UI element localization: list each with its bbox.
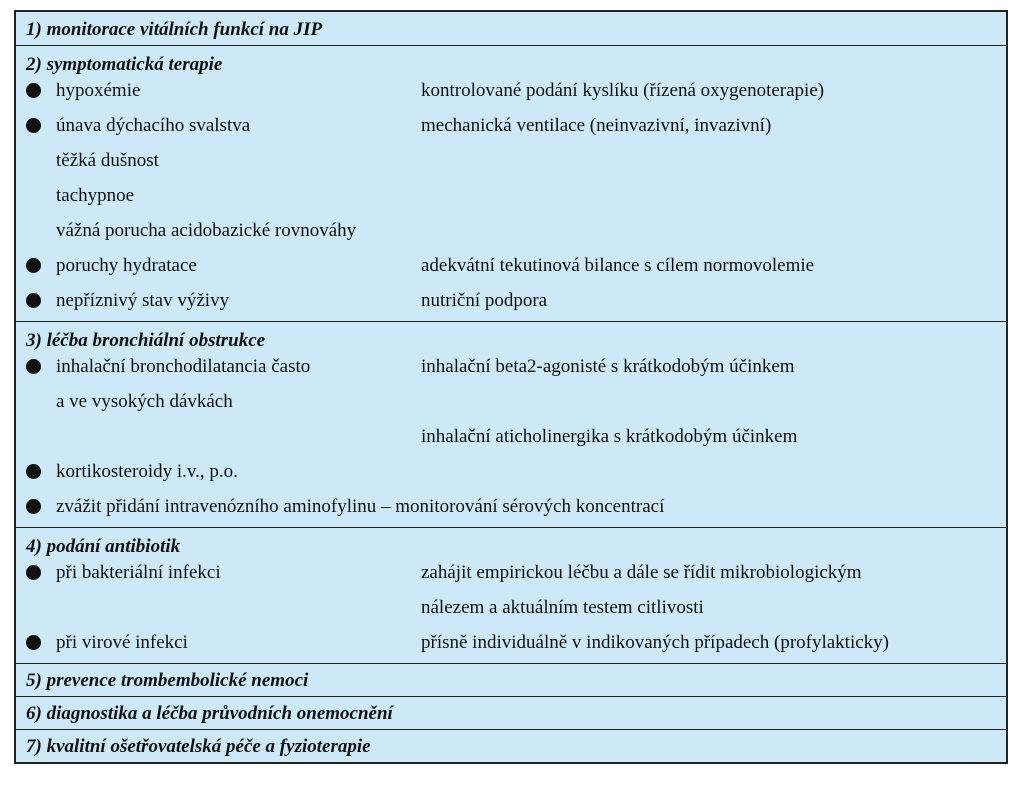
section-comorbidities <box>16 696 1006 729</box>
section-heading: 2) symptomatická terapie <box>26 54 223 75</box>
table-row <box>16 419 1006 454</box>
bullet-icon <box>26 83 41 98</box>
row-right-text: nutriční podpora <box>421 290 548 311</box>
row-left-text: únava dýchacího svalstva <box>56 115 251 136</box>
row-left-text: nepříznivý stav výživy <box>56 290 230 311</box>
table-row <box>16 143 1006 178</box>
table-row <box>16 489 1006 524</box>
treatment-table <box>14 10 1008 764</box>
section-heading: 6) diagnostika a léčba průvodních onemocnění <box>26 703 393 724</box>
table-row <box>16 108 1006 143</box>
row-left-text: inhalační bronchodilatancia často <box>56 356 311 377</box>
bullet-icon <box>26 293 41 308</box>
row-full-text: zvážit přidání intravenózního aminofylinu – monitorování sérových koncentrací <box>56 496 665 517</box>
section-monitoring <box>16 12 1006 45</box>
row-left-text: těžká dušnost <box>56 150 159 171</box>
section-heading: 7) kvalitní ošetřovatelská péče a fyzioterapie <box>26 736 371 757</box>
row-left-text: vážná porucha acidobazické rovnováhy <box>56 220 357 241</box>
row-left-text: a ve vysokých dávkách <box>56 391 233 412</box>
row-right-text: inhalační beta2-agonisté s krátkodobým účinkem <box>421 356 795 377</box>
row-right-text: inhalační aticholinergika s krátkodobým účinkem <box>421 426 798 447</box>
section-nursing-care <box>16 729 1006 762</box>
row-right-text: adekvátní tekutinová bilance s cílem normovolemie <box>421 255 815 276</box>
bullet-icon <box>26 464 41 479</box>
row-right-text: mechanická ventilace (neinvazivní, invazivní) <box>421 115 772 136</box>
table-row <box>16 555 1006 590</box>
bullet-icon <box>26 635 41 650</box>
table-row <box>16 73 1006 108</box>
row-left-text: při virové infekci <box>56 632 188 653</box>
bullet-icon <box>26 258 41 273</box>
table-row <box>16 625 1006 660</box>
row-left-text: při bakteriální infekci <box>56 562 221 583</box>
section-bronchial-obstruction <box>16 321 1006 527</box>
table-row <box>16 590 1006 625</box>
table-row <box>16 213 1006 248</box>
section-heading: 1) monitorace vitálních funkcí na JIP <box>26 19 323 40</box>
row-right-text: kontrolované podání kyslíku (řízená oxygenoterapie) <box>421 80 825 101</box>
table-row <box>16 248 1006 283</box>
row-left-text: poruchy hydratace <box>56 255 197 276</box>
bullet-icon <box>26 499 41 514</box>
table-row <box>16 349 1006 384</box>
row-right-text: přísně individuálně v indikovaných případech (profylakticky) <box>421 632 890 653</box>
table-row <box>16 283 1006 318</box>
section-thromboembolism-prevention <box>16 663 1006 696</box>
table-row <box>16 178 1006 213</box>
row-right-text: zahájit empirickou léčbu a dále se řídit mikrobiologickým <box>421 562 862 583</box>
bullet-icon <box>26 118 41 133</box>
bullet-icon <box>26 565 41 580</box>
section-heading: 3) léčba bronchiální obstrukce <box>26 330 266 351</box>
table-row <box>16 384 1006 419</box>
table-row <box>16 454 1006 489</box>
row-left-text: hypoxémie <box>56 80 141 101</box>
row-left-text: kortikosteroidy i.v., p.o. <box>56 461 238 482</box>
row-right-text: nálezem a aktuálním testem citlivosti <box>421 597 704 618</box>
section-heading: 4) podání antibiotik <box>26 536 181 557</box>
section-antibiotics <box>16 527 1006 663</box>
bullet-icon <box>26 359 41 374</box>
row-left-text: tachypnoe <box>56 185 135 206</box>
section-symptomatic-therapy <box>16 45 1006 321</box>
section-heading: 5) prevence trombembolické nemoci <box>26 670 309 691</box>
